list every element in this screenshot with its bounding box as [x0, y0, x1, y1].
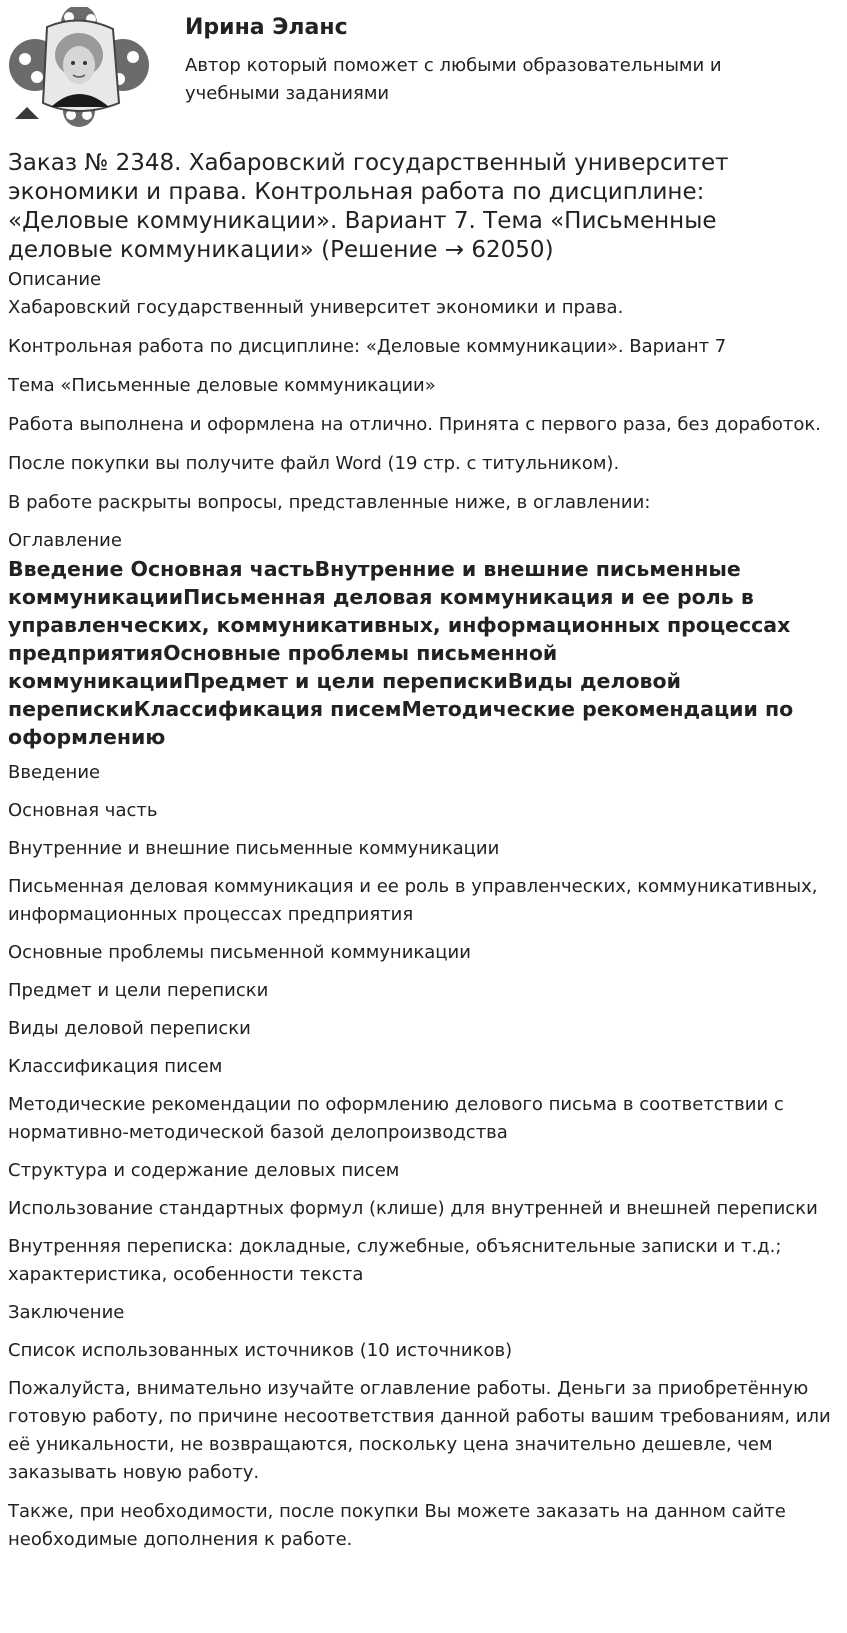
order-content: [0, 149, 847, 1554]
toc-item: Письменная деловая коммуникация и ее роль в управленческих, коммуникативных, информационных процессах предприятия: [8, 876, 818, 925]
toc-item: Виды деловой переписки: [8, 1018, 251, 1039]
toc-item: Введение: [8, 762, 101, 783]
addons-paragraph: Также, при необходимости, после покупки Вы можете заказать на данном сайте необходимые дополнения к работе.: [8, 1501, 786, 1550]
description-paragraph: Контрольная работа по дисциплине: «Деловые коммуникации». Вариант 7: [8, 336, 727, 357]
toc-item: Использование стандартных формул (клише) для внутренней и внешней переписки: [8, 1198, 818, 1219]
toc-heading: Введение Основная частьВнутренние и внешние письменные коммуникацииПисьменная деловая коммуникация и ее роль в управленческих, коммуникативных, информационных процессах предприятияОсновные проблемы письменной коммуникацииПредмет и цели перепискиВиды деловой перепискиКлассификация писемМетодические рекомендации по оформлению: [8, 557, 794, 749]
toc-label: Оглавление: [8, 530, 122, 551]
author-description: Автор который поможет с любыми образовательными и учебными заданиями: [185, 55, 722, 104]
toc-item: Структура и содержание деловых писем: [8, 1160, 400, 1181]
order-title: Заказ № 2348. Хабаровский государственный университет экономики и права. Контрольная работа по дисциплине: «Деловые коммуникации». Вариант 7. Тема «Письменные деловые коммуникации» (Решение → 62050): [8, 150, 729, 263]
toc-item: Основные проблемы письменной коммуникации: [8, 942, 471, 963]
description-paragraph: Тема «Письменные деловые коммуникации»: [8, 375, 436, 396]
toc-item: Список использованных источников (10 источников): [8, 1340, 513, 1361]
description-paragraph: Хабаровский государственный университет экономики и права.: [8, 297, 624, 318]
description-paragraph: Работа выполнена и оформлена на отлично. Принята с первого раза, без доработок.: [8, 414, 822, 435]
toc-item: Классификация писем: [8, 1056, 223, 1077]
toc-item: Методические рекомендации по оформлению делового письма в соответствии с нормативно-методической базой делопроизводства: [8, 1094, 784, 1143]
author-name[interactable]: Ирина Эланс: [185, 15, 348, 40]
description-label: Описание: [8, 269, 102, 290]
toc-item: Внутренние и внешние письменные коммуникации: [8, 838, 500, 859]
description-paragraph: После покупки вы получите файл Word (19 стр. с титульником).: [8, 453, 620, 474]
author-avatar[interactable]: [7, 7, 151, 127]
toc-item: Заключение: [8, 1302, 125, 1323]
toc-item: Внутренняя переписка: докладные, служебные, объяснительные записки и т.д.; характеристика, особенности текста: [8, 1236, 782, 1285]
description-paragraph: В работе раскрыты вопросы, представленные ниже, в оглавлении:: [8, 492, 651, 513]
toc-list: [8, 759, 839, 1365]
author-card: [0, 0, 847, 136]
toc-item: Предмет и цели переписки: [8, 980, 269, 1001]
disclaimer-paragraph: Пожалуйста, внимательно изучайте оглавление работы. Деньги за приобретённую готовую работу, по причине несоответствия данной работы вашим требованиям, или её уникальности, не возвращаются, поскольку цена значительно дешевле, чем заказывать новую работу.: [8, 1378, 831, 1483]
toc-item: Основная часть: [8, 800, 158, 821]
author-photo: [43, 20, 119, 111]
